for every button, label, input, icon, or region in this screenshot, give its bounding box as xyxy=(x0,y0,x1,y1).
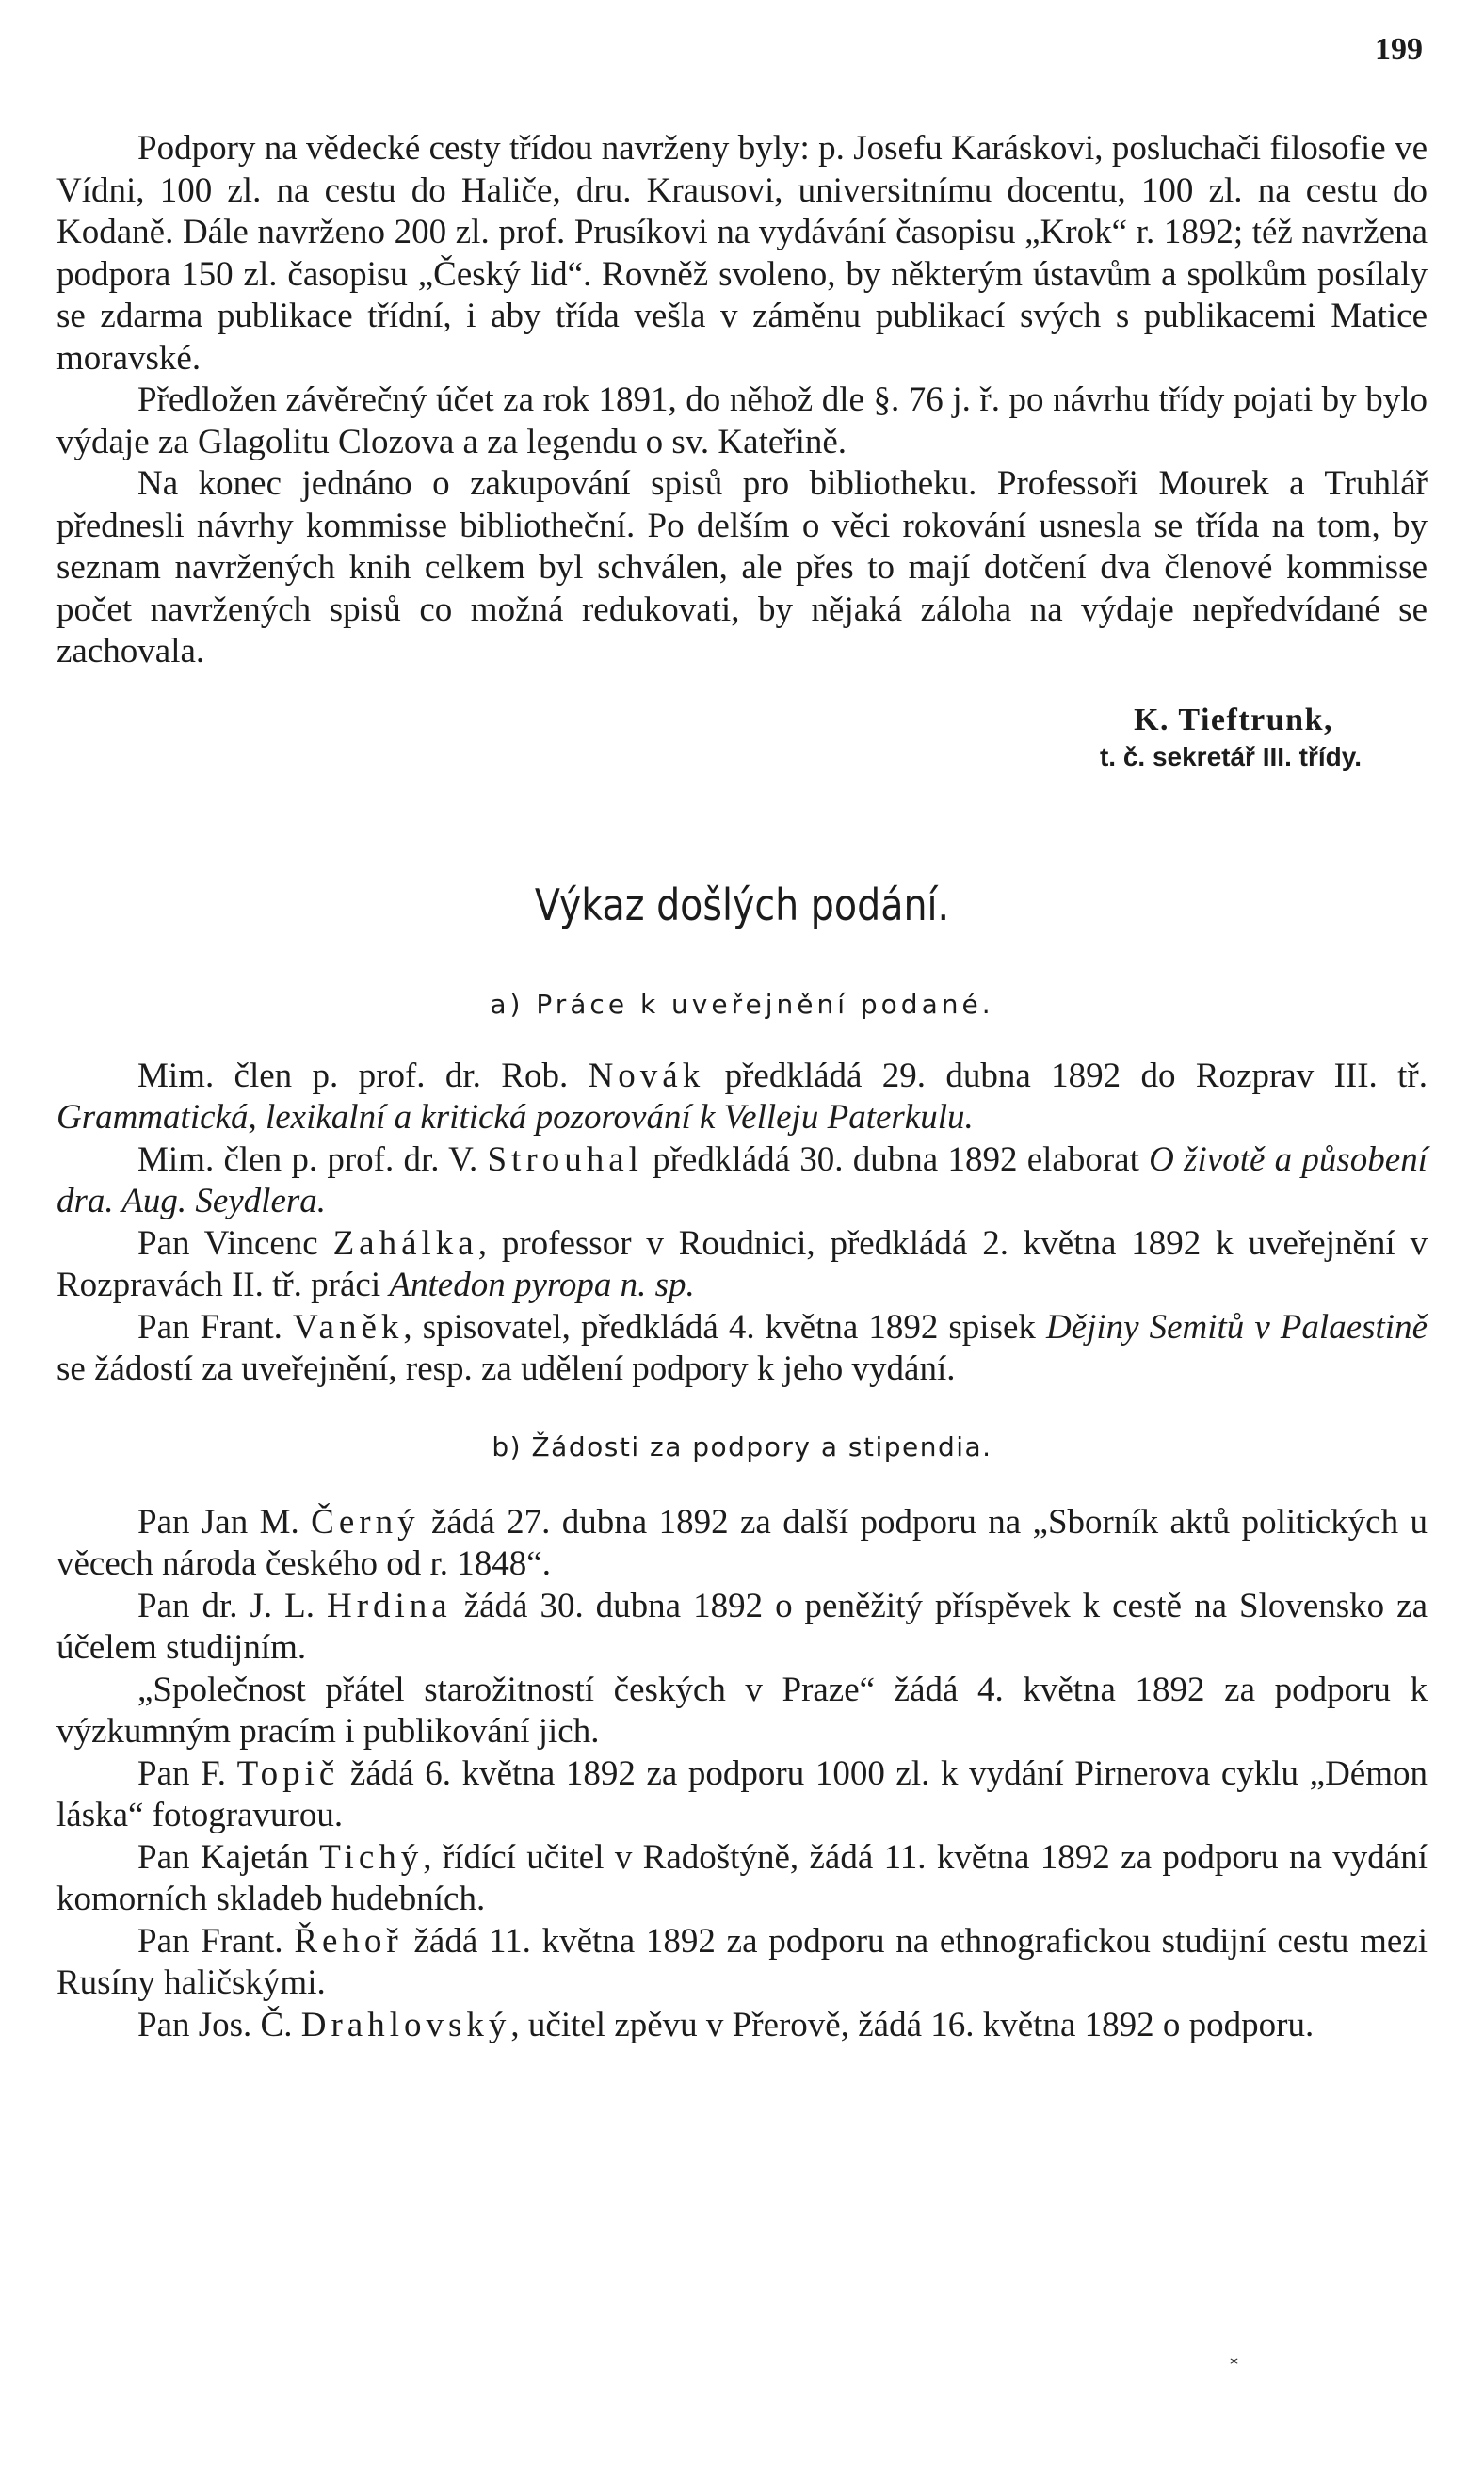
subheading-submitted-works: a) Práce k uveřejnění podané. xyxy=(490,988,994,1020)
signature-name: K. Tieftrunk, xyxy=(1134,702,1333,737)
entry-submitted-work: Mim. člen p. prof. dr. Rob. Novák předkládá 29. dubna 1892 do Rozprav III. tř. Grammatická, lexikalní a kritická pozorování k Velleju Paterkulu. xyxy=(56,1056,1428,1137)
subheading-support-requests: b) Žádosti za podpory a stipendia. xyxy=(492,1430,992,1462)
paragraph-travel-support: Podpory na vědecké cesty třídou navrženy byly: p. Josefu Karáskovi, posluchači filosofie ve Vídni, 100 zl. na cestu do Haliče, dru. Krausovi, universitnímu docentu, 100 zl. na cestu do Kodaně. Dále navrženo 200 zl. prof. Prusíkovi na vydávání časopisu „Krok“ r. 1892; též navržena podpora 150 zl. časopisu „Český lid“. Rovněž svoleno, by některým ústavům a spolkům posílaly se zdarma publikace třídní, i aby třída vešla v záměnu publikací svých s publikacemi Matice moravské. xyxy=(56,129,1428,378)
entry-submitted-work: Pan Vincenc Zahálka, professor v Roudnici, předkládá 2. května 1892 k uveřejnění v Rozpravách II. tř. práci Antedon pyropa n. sp. xyxy=(56,1223,1428,1304)
page-number: 199 xyxy=(1375,32,1423,67)
entry-support-request: Pan Frant. Řehoř žádá 11. května 1892 za podporu na ethnografickou studijní cestu mezi Rusíny haličskými. xyxy=(56,1921,1428,2002)
entry-support-request: Pan Jan M. Černý žádá 27. dubna 1892 za další podporu na „Sborník aktů politických u věcech národa českého od r. 1848“. xyxy=(56,1502,1428,1583)
entry-support-request: „Společnost přátel starožitností českých v Praze“ žádá 4. května 1892 za podporu k výzkumným pracím i publikování jich. xyxy=(56,1670,1428,1751)
entry-support-request: Pan Kajetán Tichý, řídící učitel v Radoštýně, žádá 11. května 1892 za podporu na vydání komorních skladeb hudebních. xyxy=(56,1837,1428,1918)
paragraph-final-account: Předložen závěrečný účet za rok 1891, do něhož dle §. 76 j. ř. po návrhu třídy pojati by bylo výdaje za Glagolitu Clozova a za legendu o sv. Kateřině. xyxy=(56,380,1428,461)
signature-block xyxy=(56,702,1428,775)
entry-submitted-work: Mim. člen p. prof. dr. V. Strouhal předkládá 30. dubna 1892 elaborat O životě a působení dra. Aug. Seydlera. xyxy=(56,1139,1428,1220)
entry-support-request: Pan F. Topič žádá 6. května 1892 za podporu 1000 zl. k vydání Pirnerova cyklu „Démon láska“ fotogravurou. xyxy=(56,1753,1428,1834)
entry-support-request: Pan dr. J. L. Hrdina žádá 30. dubna 1892 o peněžitý příspěvek k cestě na Slovensko za účelem studijním. xyxy=(56,1586,1428,1667)
entry-support-request: Pan Jos. Č. Drahlovský, učitel zpěvu v Přerově, žádá 16. května 1892 o podporu. xyxy=(137,2005,1315,2044)
entry-submitted-work: Pan Frant. Vaněk, spisovatel, předkládá 4. května 1892 spisek Dějiny Semitů v Palaestině se žádostí za uveřejnění, resp. za udělení podpory k jeho vydání. xyxy=(56,1307,1428,1388)
signature-title: t. č. sekretář III. třídy. xyxy=(1099,741,1362,771)
footer-mark: * xyxy=(1230,2354,1238,2374)
page-body xyxy=(56,128,1428,2046)
paragraph-library-purchases: Na konec jednáno o zakupování spisů pro bibliotheku. Professoři Mourek a Truhlář přednesli návrhy kommisse bibliotheční. Po delším o věci rokování usnesla se třída na tom, by seznam navržených knih celkem byl schválen, ale přes to mají dotčení dva členové kommisse počet navržených spisů co možná redukovati, by nějaká záloha na výdaje nepředvídané se zachovala. xyxy=(56,464,1428,670)
section-heading: Výkaz došlých podání. xyxy=(534,879,950,930)
